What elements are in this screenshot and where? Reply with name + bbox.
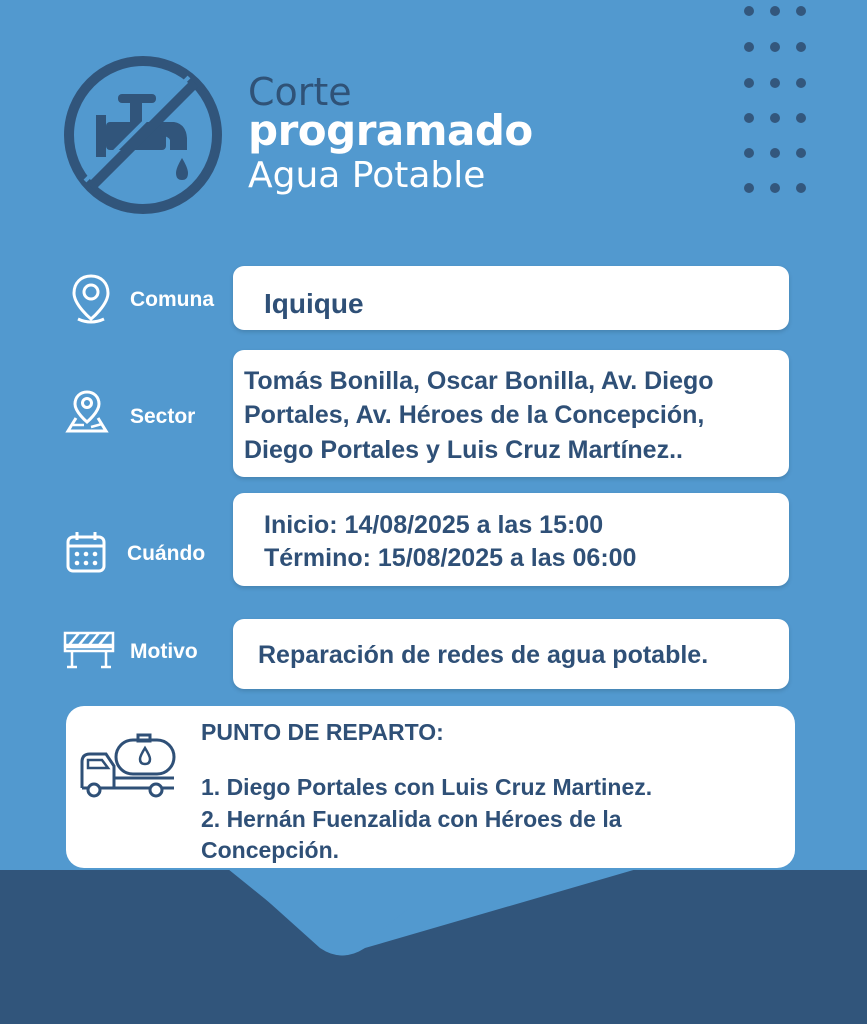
title-block <box>248 70 533 200</box>
cuando-inicio: Inicio: 14/08/2025 a las 15:00 <box>264 511 604 539</box>
title-line-2: programado <box>248 106 533 155</box>
dots-decoration <box>740 6 810 196</box>
motivo-label: Motivo <box>130 640 198 663</box>
cuando-label: Cuándo <box>127 542 206 565</box>
sector-line-2: Portales, Av. Héroes de la Concepción, <box>244 401 705 429</box>
sector-line-1: Tomás Bonilla, Oscar Bonilla, Av. Diego <box>244 367 714 395</box>
comuna-card <box>233 266 789 330</box>
sector-line-3: Diego Portales y Luis Cruz Martínez.. <box>244 436 683 464</box>
location-pin-icon <box>70 273 112 327</box>
reparto-line-2: 2. Hernán Fuenzalida con Héroes de la <box>201 806 622 832</box>
motivo-value: Reparación de redes de agua potable. <box>258 641 709 669</box>
water-tank-truck-icon <box>78 732 178 800</box>
cuando-termino: Término: 15/08/2025 a las 06:00 <box>264 544 637 572</box>
reparto-line-1: 1. Diego Portales con Luis Cruz Martinez. <box>201 774 653 800</box>
motivo-card <box>233 619 789 689</box>
cuando-card <box>233 493 789 586</box>
sector-label: Sector <box>130 405 196 428</box>
map-pin-icon <box>64 390 110 434</box>
comuna-value: Iquique <box>264 288 364 319</box>
title-line-1: Corte <box>248 70 352 114</box>
reparto-title: PUNTO DE REPARTO: <box>201 719 444 745</box>
sector-card <box>233 350 789 477</box>
comuna-label: Comuna <box>130 288 214 311</box>
reparto-line-3: Concepción. <box>201 837 340 863</box>
footer-band <box>0 870 867 1024</box>
reparto-card <box>66 706 795 868</box>
title-line-3: Agua Potable <box>248 155 486 196</box>
road-barrier-icon <box>63 630 115 670</box>
no-water-tap-icon <box>62 54 224 216</box>
calendar-icon <box>65 530 107 574</box>
